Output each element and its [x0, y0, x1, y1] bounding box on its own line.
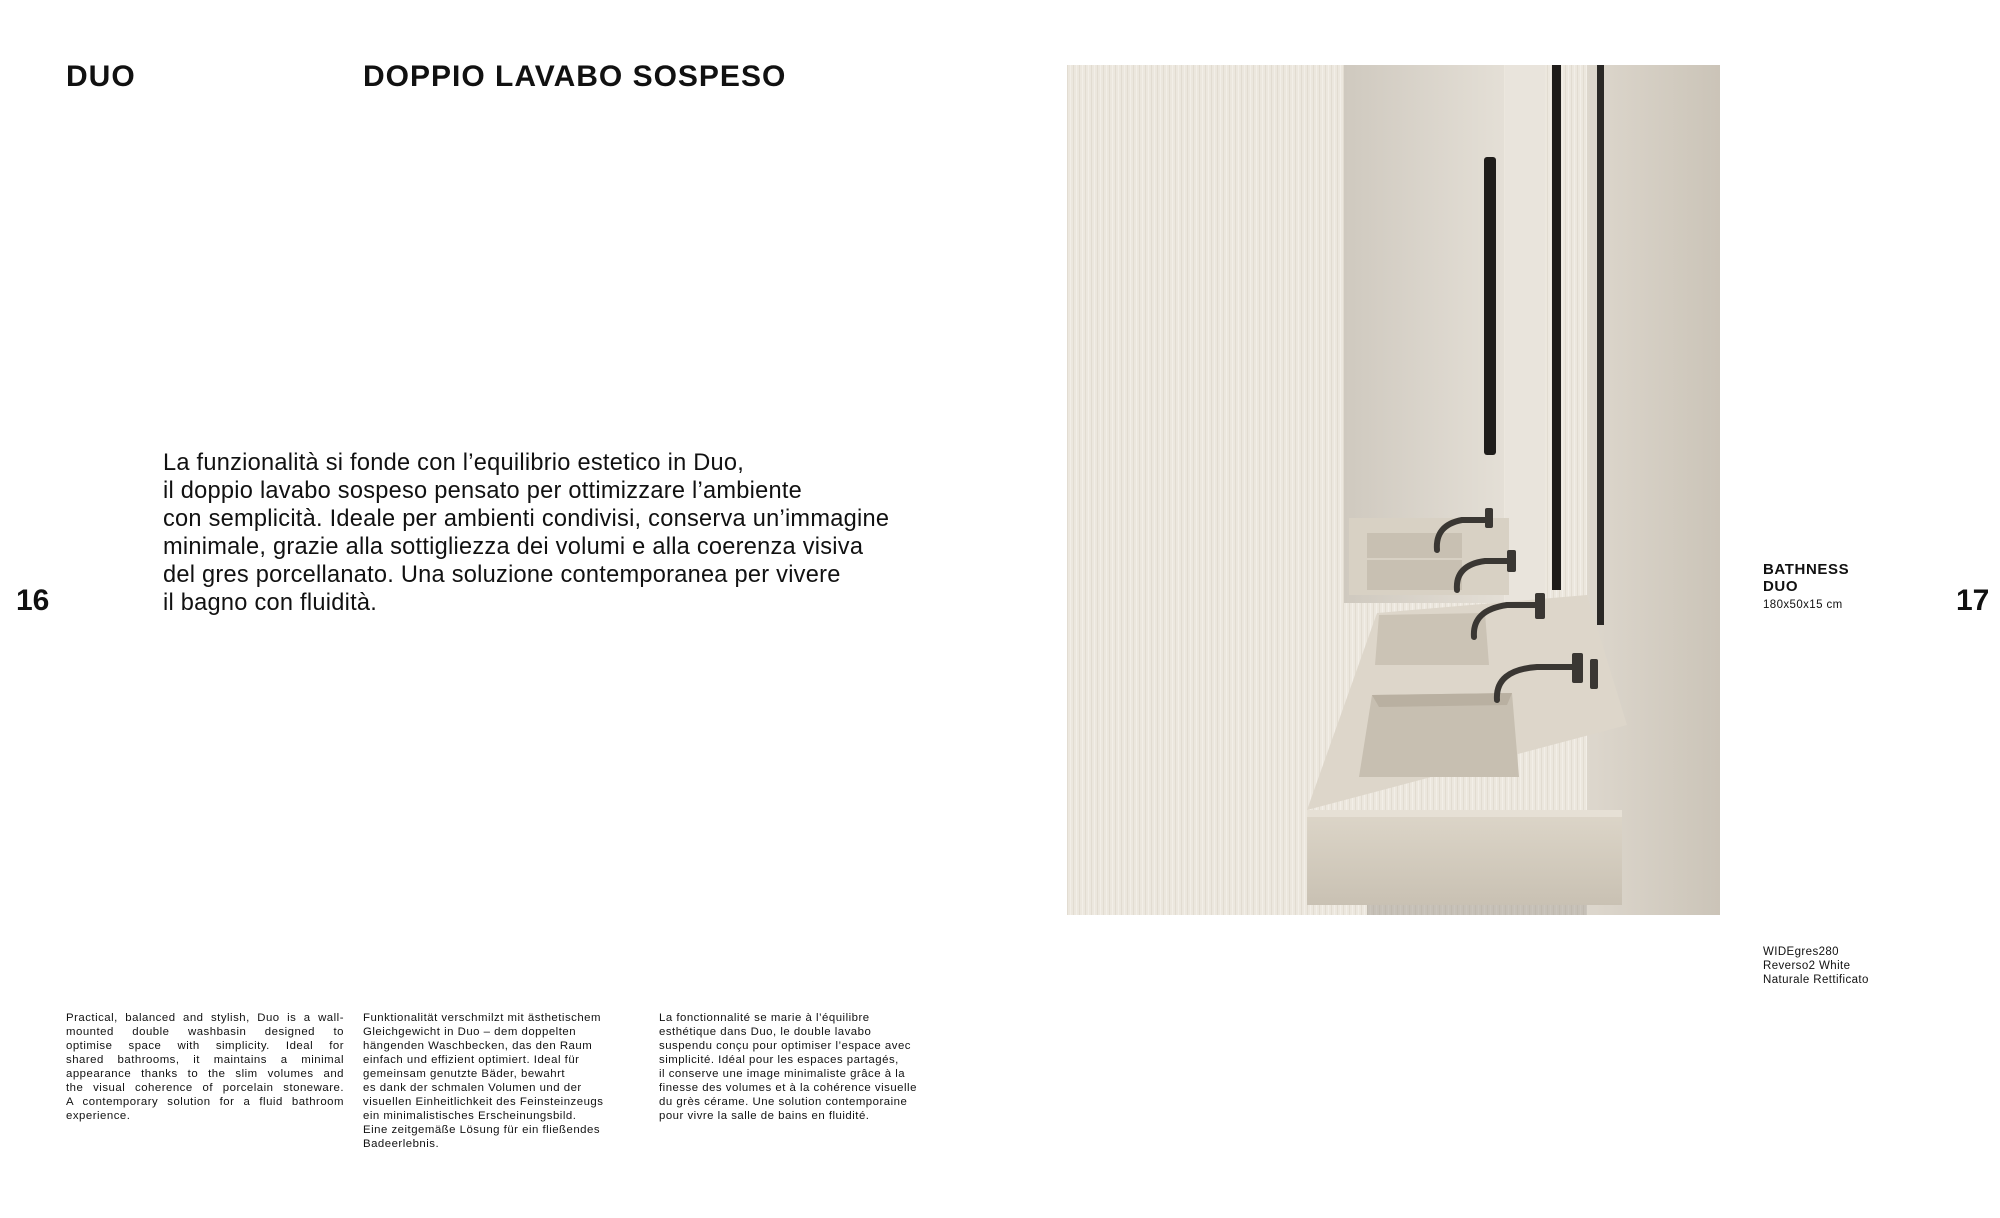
product-title: DOPPIO LAVABO SOSPESO	[363, 60, 787, 93]
material-line: Naturale Rettificato	[1763, 974, 1869, 986]
basin-shadow	[1372, 693, 1512, 707]
text-line: optimise space with simplicity. Ideal for	[66, 1040, 344, 1052]
text-line: Funktionalität verschmilzt mit ästhetischem	[363, 1012, 601, 1024]
mirror-frame-right	[1597, 65, 1604, 625]
text-line: Practical, balanced and stylish, Duo is a wall-	[66, 1012, 344, 1024]
lead-line: con semplicità. Ideale per ambienti condivisi, conserva un’immagine	[163, 506, 890, 532]
text-line: the visual coherence of porcelain stoneware.	[66, 1082, 344, 1094]
text-line: il conserve une image minimaliste grâce à la	[659, 1068, 906, 1080]
washbasin-front-slab	[1307, 810, 1622, 905]
washbasin-illustration	[1067, 65, 1720, 915]
text-line: A contemporary solution for a fluid bathroom	[66, 1096, 344, 1108]
text-line: gemeinsam genutzte Bäder, bewahrt	[363, 1068, 566, 1080]
text-line: Eine zeitgemäße Lösung für ein fließendes	[363, 1124, 601, 1136]
text-line: suspendu conçu pour optimiser l’espace avec	[659, 1040, 911, 1052]
text-line: La fonctionnalité se marie à l’équilibre	[659, 1012, 870, 1024]
floor-shadow	[1367, 905, 1587, 915]
page-number-right: 17	[1956, 584, 1990, 617]
lead-line: del gres porcellanato. Una soluzione contemporanea per vivere	[163, 562, 841, 588]
side-wall	[1587, 65, 1720, 915]
german-text-column	[363, 1011, 641, 1151]
text-line: Badeerlebnis.	[363, 1138, 440, 1150]
mirror-frame-reflected	[1484, 157, 1496, 455]
lead-line: il bagno con fluidità.	[163, 590, 378, 616]
page-number-left: 16	[16, 584, 50, 617]
english-text-column	[66, 1011, 344, 1123]
lead-line: La funzionalità si fonde con l’equilibrio estetico in Duo,	[163, 450, 745, 476]
product-photo	[1067, 65, 1720, 915]
material-line: Reverso2 White	[1763, 960, 1851, 972]
collection-title: DUO	[66, 60, 136, 93]
text-line: visuellen Einheitlichkeit des Feinsteinzeugs	[363, 1096, 604, 1108]
lead-paragraph	[163, 449, 943, 617]
text-line: ein minimalistisches Erscheinungsbild.	[363, 1110, 577, 1122]
product-caption	[1763, 561, 1963, 612]
lead-line: minimale, grazie alla sottigliezza dei volumi e alla coerenza visiva	[163, 534, 864, 560]
caption-dimensions: 180x50x15 cm	[1763, 599, 1843, 611]
text-line: appearance thanks to the slim volumes and	[66, 1068, 344, 1080]
text-line: shared bathrooms, it maintains a minimal	[66, 1054, 344, 1066]
text-line: hängenden Waschbecken, das den Raum	[363, 1040, 593, 1052]
caption-model: DUO	[1763, 578, 1799, 595]
text-line: Gleichgewicht in Duo – dem doppelten	[363, 1026, 577, 1038]
lead-line: il doppio lavabo sospeso pensato per ottimizzare l’ambiente	[163, 478, 803, 504]
text-line: simplicité. Idéal pour les espaces partagés,	[659, 1054, 899, 1066]
text-line: finesse des volumes et à la cohérence visuelle	[659, 1082, 917, 1094]
caption-brand: BATHNESS	[1763, 561, 1850, 578]
material-line: WIDEgres280	[1763, 946, 1839, 958]
text-line: esthétique dans Duo, le double lavabo	[659, 1026, 872, 1038]
text-line: experience.	[66, 1110, 131, 1122]
reflected-bowl-bottom	[1367, 560, 1462, 590]
mirror-frame	[1552, 65, 1561, 590]
text-line: es dank der schmalen Volumen und der	[363, 1082, 582, 1094]
slab-edge-highlight	[1307, 810, 1622, 817]
material-caption	[1763, 945, 1963, 987]
text-line: pour vivre la salle de bains en fluidité.	[659, 1110, 870, 1122]
french-text-column	[659, 1011, 959, 1123]
text-line: einfach und effizient optimiert. Ideal für	[363, 1054, 580, 1066]
text-line: mounted double washbasin designed to	[66, 1026, 344, 1038]
reflected-bowl-top	[1367, 533, 1462, 558]
text-line: du grès cérame. Une solution contemporaine	[659, 1096, 908, 1108]
mirror-edge	[1505, 65, 1545, 625]
